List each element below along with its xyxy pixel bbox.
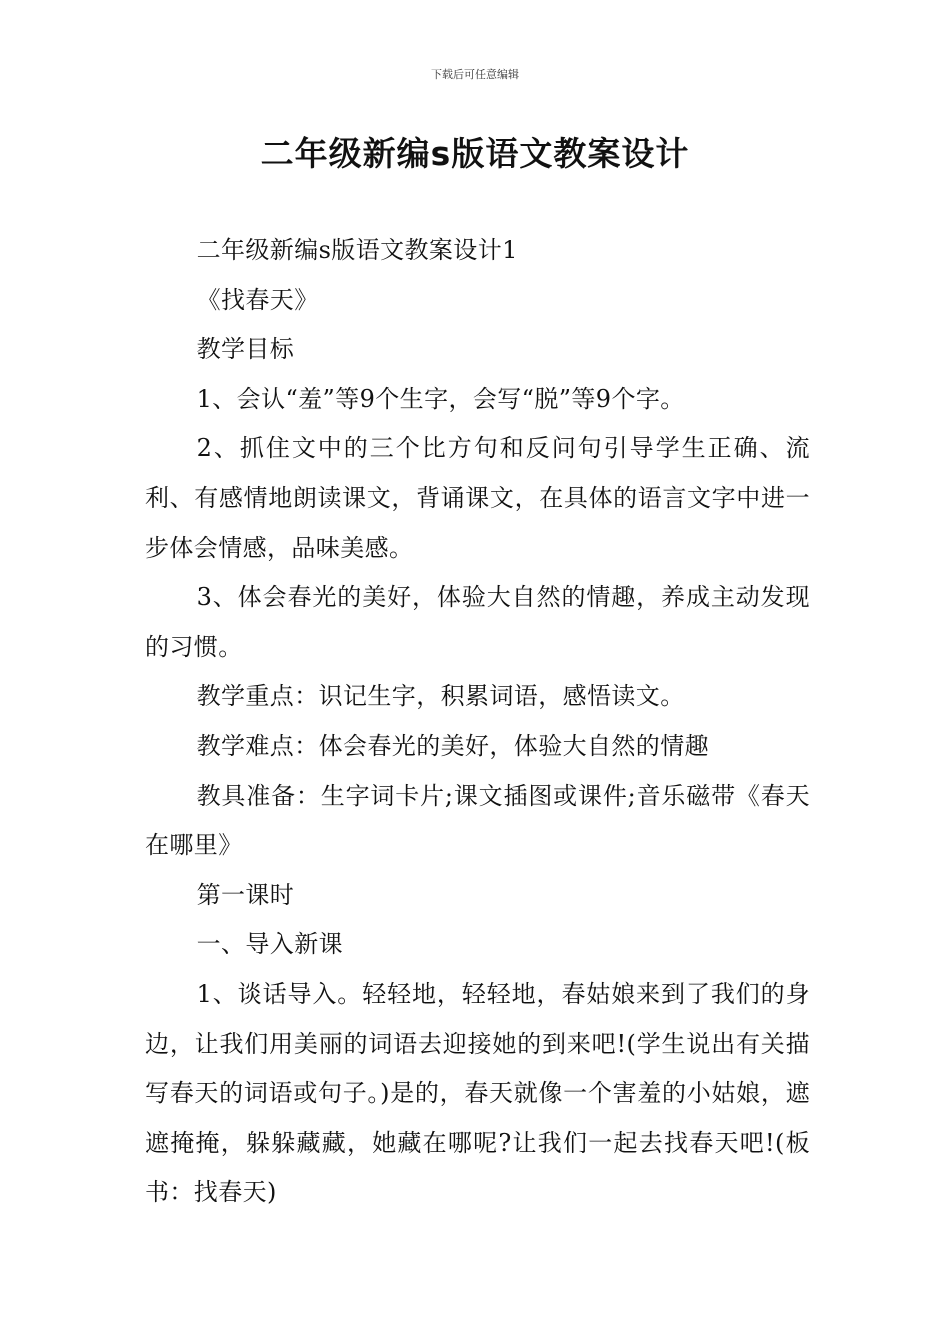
paragraph-materials: 教具准备：生字词卡片;课文插图或课件;音乐磁带《春天在哪里》 [145, 781, 810, 860]
paragraph-objective-2: 2、抓住文中的三个比方句和反问句引导学生正确、流利、有感情地朗读课文，背诵课文，在具体的语言文字中进一步体会情感，品味美感。 [145, 434, 810, 562]
paragraph-lesson-title: 《找春天》 [196, 285, 319, 314]
paragraph-intro-content: 1、谈话导入。轻轻地，轻轻地，春姑娘来到了我们的身边，让我们用美丽的词语去迎接她的到来吧!(学生说出有关描写春天的词语或句子。)是的，春天就像一个害羞的小姑娘，遮遮掩掩，躲躲藏藏，她藏在哪呢?让我们一起去找春天吧!(板书：找春天) [145, 979, 810, 1207]
paragraph-section-intro: 一、导入新课 [196, 930, 343, 959]
paragraph-objectives-heading: 教学目标 [196, 335, 295, 364]
document-title: 二年级新编s版语文教案设计 [260, 134, 690, 173]
paragraph-difficulties: 教学难点：体会春光的美好，体验大自然的情趣 [196, 731, 709, 760]
document-body [145, 226, 810, 1218]
paragraph-objective-3: 3、体会春光的美好，体验大自然的情趣，养成主动发现的习惯。 [145, 583, 810, 661]
paragraph-subtitle: 二年级新编s版语文教案设计1 [196, 236, 518, 264]
paragraph-key-points: 教学重点：识记生字，积累词语，感悟读文。 [196, 682, 685, 711]
paragraph-first-lesson: 第一课时 [196, 880, 295, 909]
header-note: 下载后可任意编辑 [431, 68, 519, 81]
paragraph-objective-1: 1、会认“羞”等9个生字，会写“脱”等9个字。 [196, 384, 685, 413]
